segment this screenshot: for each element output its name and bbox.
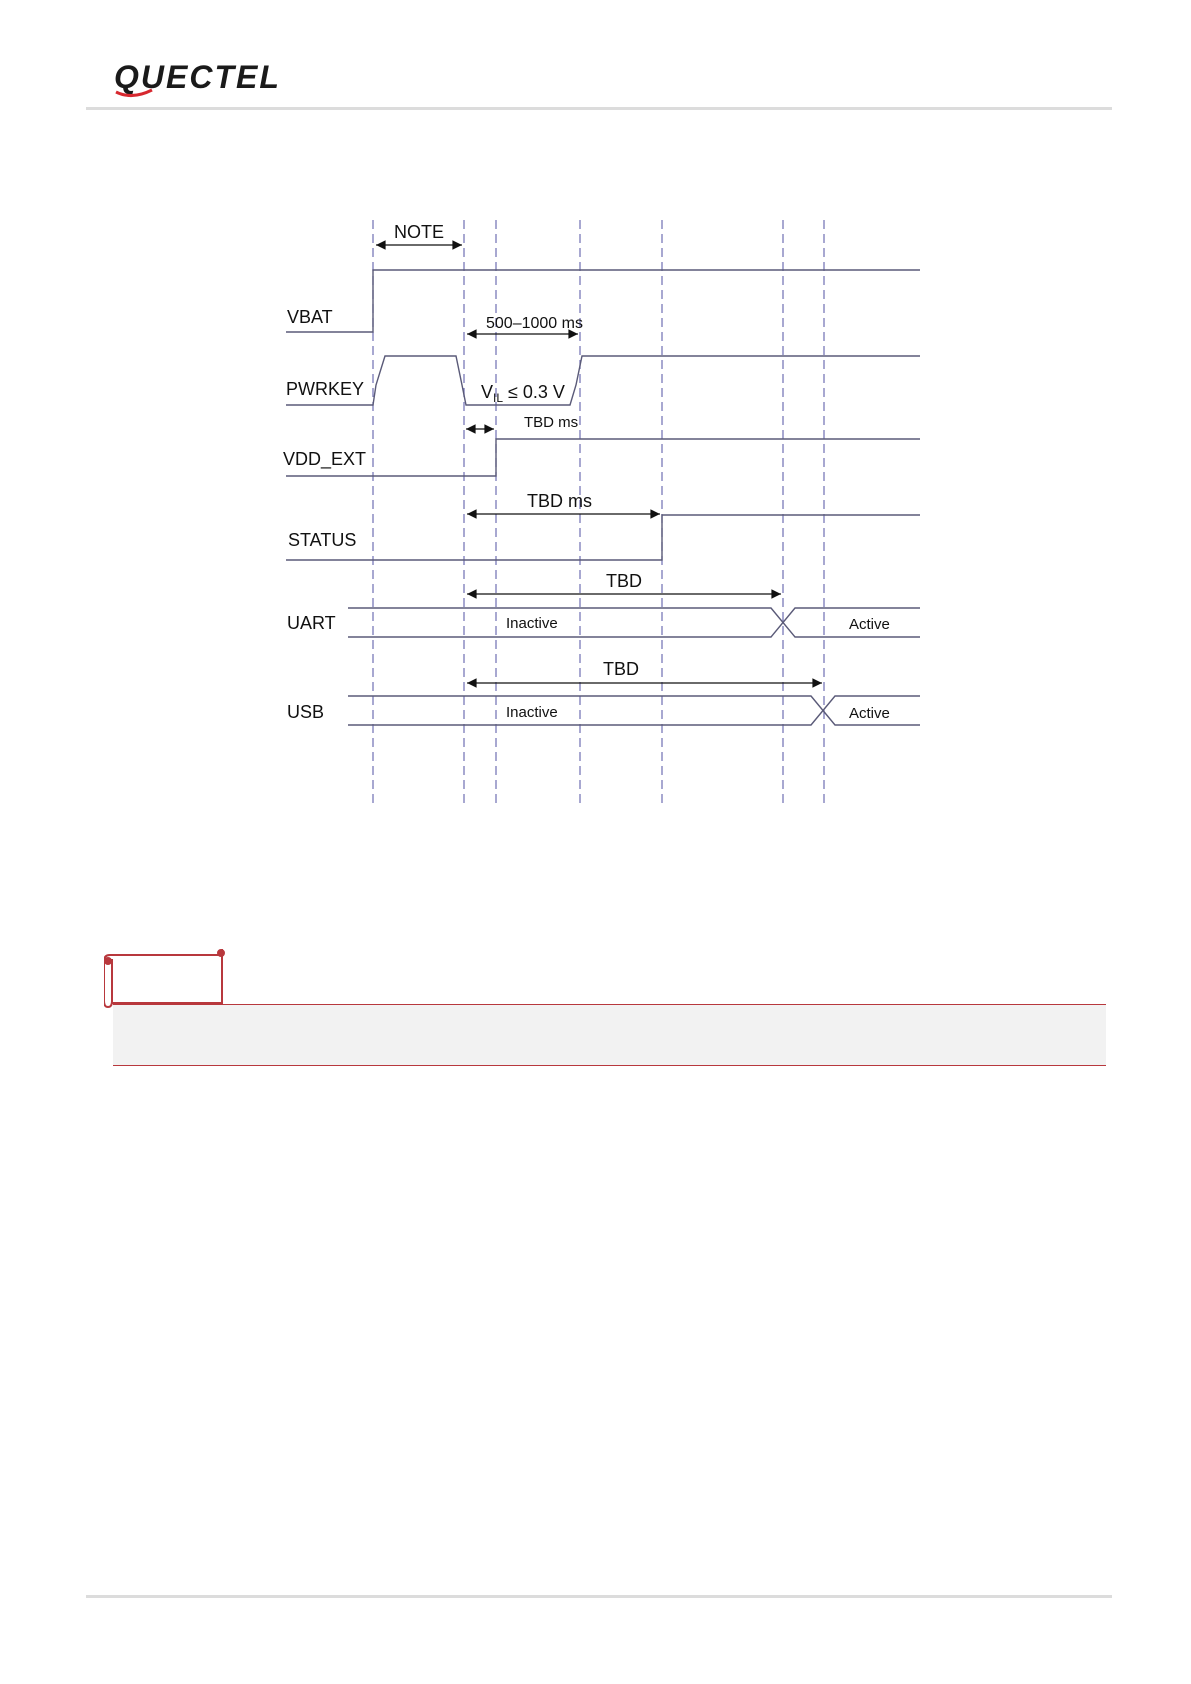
label-uart: UART [287,613,336,633]
status-delay-label: TBD ms [527,491,592,511]
pulse-width-label: 500–1000 ms [486,315,583,332]
label-vdd-ext: VDD_EXT [283,449,367,469]
pwrkey-waveform [286,356,920,405]
label-status: STATUS [288,530,357,550]
guide-lines [373,220,824,805]
uart-bus-top [348,608,920,637]
vbat-waveform [286,270,920,332]
label-vbat: VBAT [287,307,333,327]
logo-text: QUECTEL [114,59,281,95]
label-usb: USB [287,702,325,722]
footer-rule [86,1595,1112,1598]
usb-inactive-label: Inactive [506,704,558,721]
vdd-delay-label: TBD ms [524,414,579,431]
vil-label: $V_{IL} \le 0.3$ V [481,382,565,405]
uart-bus-bottom [348,608,920,637]
usb-delay-label: TBD [603,659,639,679]
uart-active-label: Active [849,616,890,633]
usb-bus-bottom [348,696,920,725]
label-pwrkey: PWRKEY [286,379,365,399]
uart-delay-label: TBD [606,571,642,591]
status-waveform [286,515,920,560]
vdd-ext-waveform [286,439,920,476]
note-scroll-icon [104,945,1104,1065]
uart-inactive-label: Inactive [506,615,558,632]
usb-bus-top [348,696,920,725]
note-label: NOTE [394,222,445,242]
usb-active-label: Active [849,705,890,722]
